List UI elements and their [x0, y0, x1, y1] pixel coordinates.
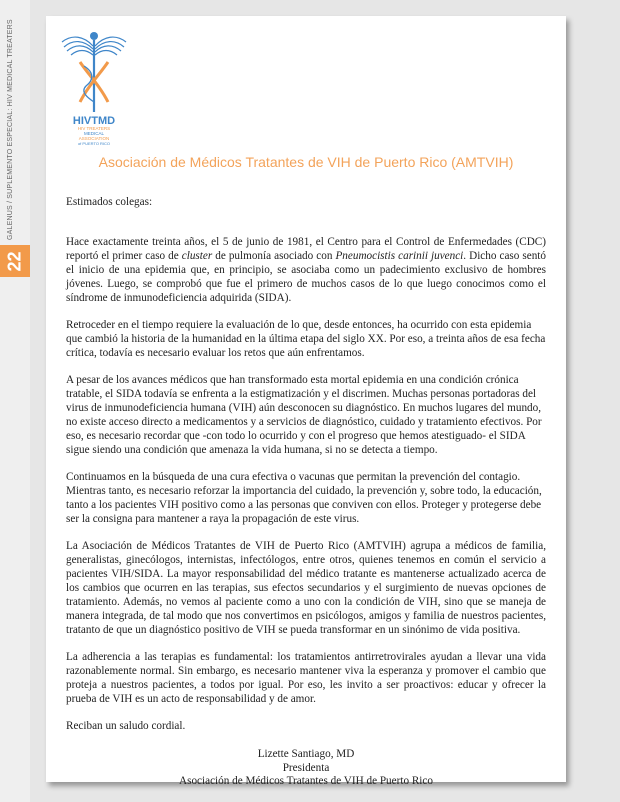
letter-page: [46, 16, 566, 788]
association-logo: [58, 24, 130, 146]
signer-role: Presidenta: [282, 761, 330, 774]
emphasis-term: Pneumocistis carinii juvenci: [335, 249, 464, 262]
salutation: Estimados colegas:: [66, 196, 153, 208]
signer-name: Lizette Santiago, MD: [257, 747, 355, 760]
paragraph-2: Retroceder en el tiempo requiere la evaluación de lo que, desde entonces, ha ocurrido con esta epidemia que cambió la historia de la humanidad en la última etapa del siglo XX. Por eso, a treinta años de esa fecha crítica, todavía es necesario evaluar los retos que aún enfrentamos.: [66, 318, 546, 359]
side-strip: [0, 0, 30, 802]
letter-body: [66, 196, 546, 789]
paragraph-4: Continuamos en la búsqueda de una cura efectiva o vacunas que permitan la prevención del contagio. Mientras tanto, es necesario reforzar la importancia del cuidado, la prevención y, sobre todo, la educación, tanto a los pacientes VIH positivo como a las personas que conviven con ellos. Proteger y protegerse debe ser la consigna para mantener a raya la propagación de este virus.: [66, 471, 542, 525]
staff-orb-icon: [90, 32, 98, 40]
paragraph-5: La Asociación de Médicos Tratantes de VIH de Puerto Rico (AMTVIH) agrupa a médicos de familia, generalistas, ginecólogos, internistas, infectólogos, entre otros, quienes tenemos en común el servicio a pacientes VIH/SIDA. La mayor responsabilidad del médico tratante es mantenerse actualizado acerca de los cambios que ocurren en las terapias, sus efectos secundarios y el surgimiento de nuevas opciones de tratamiento. Además, no vemos al paciente como a uno con la condición de VIH, sino que se maneja de manera integrada, de tal modo que nos convertimos en psicólogos, amigos y familia de nuestros pacientes, tratanto de que un diagnóstico positivo de VIH se pueda transformar en un sinónimo de vida positiva.: [66, 540, 546, 636]
svg-text:ASSOCIATION: ASSOCIATION: [78, 136, 110, 141]
closing: Reciban un saludo cordial.: [66, 720, 186, 733]
svg-text:of PUERTO RICO: of PUERTO RICO: [77, 141, 111, 146]
emphasis-term: cluster: [181, 249, 213, 262]
paragraph-1: Hace exactamente treinta años, el 5 de junio de 1981, el Centro para el Control de Enfermedades (CDC) reportó el primer caso de cluster de pulmonía asociado con Pneumocistis carinii juvenci. Dicho caso sentó el inicio de una epidemia que, en principio, se asociaba como un padecimiento exclusivo de hombres jóvenes. Luego, se comprobó que fue el primero de muchos casos de lo que luego conocimos como el síndrome de inmunodeficiencia adquirida (SIDA).: [66, 235, 546, 304]
svg-text:HIV TREATERS: HIV TREATERS: [77, 126, 111, 131]
signer-organization: Asociación de Médicos Tratantes de VIH de Puerto Rico: [179, 775, 433, 788]
page-number: 22: [4, 250, 25, 272]
page-number-badge: [0, 245, 30, 277]
organization-title: Asociación de Médicos Tratantes de VIH de Puerto Rico (AMTVIH): [98, 154, 514, 170]
running-header: GALENUS / SUPLEMENTO ESPECIAL: HIV MEDICAL TREATERS: [7, 19, 14, 240]
svg-text:MEDICAL: MEDICAL: [83, 131, 105, 136]
paragraph-3: A pesar de los avances médicos que han transformado esta mortal epidemia en una condición crónica tratable, el SIDA todavía se enfrenta a la estigmatización y el discrimen. Muchas personas portadoras del virus de inmunodeficiencia humana (VIH) aún desconocen su diagnóstico. En muchos lugares del mundo, no existe acceso directo a medicamentos y a servicios de diagnóstico, cuidado y tratamiento efectivos. Por eso, es necesario recordar que -con todo lo ocurrido y con el progreso que hemos atestiguado- el SIDA sigue siendo una condición que amenaza la vida humana, si no se detecta a tiempo.: [66, 374, 542, 456]
paragraph-6: La adherencia a las terapias es fundamental: los tratamientos antirretrovirales ayudan a llevar una vida razonablemente normal. Sin embargo, es necesario mantener viva la esperanza y promover el cambio que proteja a nuestros pacientes, a todos por igual. Por eso, les invito a ser proactivos: educar y ofrecer la prueba de VIH es un acto de responsabilidad y de amor.: [66, 651, 546, 705]
signature-block: [66, 748, 546, 790]
svg-text:HIVTMD: HIVTMD: [72, 115, 116, 127]
